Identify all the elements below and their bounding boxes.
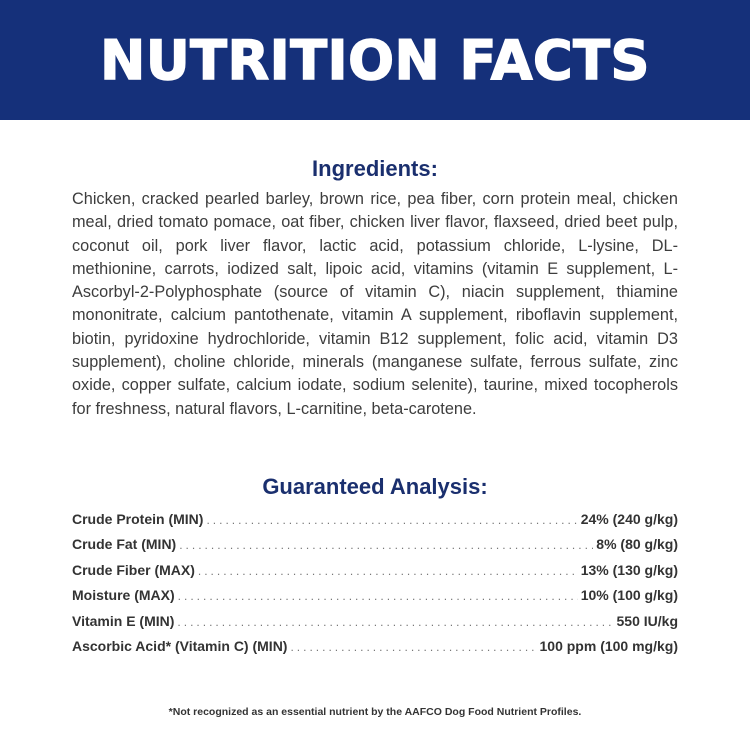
analysis-row (72, 587, 678, 612)
analysis-list (72, 511, 678, 663)
analysis-value: 8% (80 g/kg) (596, 536, 678, 553)
analysis-label: Crude Fiber (MAX) (72, 561, 195, 578)
footnote: *Not recognized as an essential nutrient by the AAFCO Dog Food Nutrient Profiles. (168, 706, 582, 718)
dot-leader (198, 564, 578, 578)
page-title: NUTRITION FACTS (100, 28, 650, 92)
dot-leader (206, 513, 577, 527)
analysis-value: 10% (100 g/kg) (580, 587, 678, 604)
analysis-value: 550 IU/kg (616, 612, 678, 629)
analysis-value: 13% (130 g/kg) (580, 561, 678, 578)
analysis-label: Moisture (MAX) (72, 587, 175, 604)
dot-leader (177, 615, 613, 629)
analysis-label: Ascorbic Acid* (Vitamin C) (MIN) (72, 637, 288, 654)
dot-leader (178, 589, 578, 603)
analysis-label: Vitamin E (MIN) (72, 612, 175, 629)
analysis-label: Crude Fat (MIN) (72, 536, 177, 553)
analysis-row (72, 638, 678, 663)
analysis-row (72, 536, 678, 561)
analysis-row (72, 562, 678, 587)
ingredients-text: Chicken, cracked pearled barley, brown rice, pea fiber, corn protein meal, chicken meal, dried tomato pomace, oat fiber, chicken liver flavor, flaxseed, dried beet pulp, coconut oil, pork liver flavor, lactic acid, potassium chloride, L-lysine, DL-methionine, carrots, iodized salt, lipoic acid, vitamins (vitamin E supplement, L-Ascorbyl-2-Polyphosphate (source of vitamin C), niacin supplement, thiamine mononitrate, calcium pantothenate, vitamin A supplement, riboflavin supplement, biotin, pyridoxine hydrochloride, vitamin B12 supplement, folic acid, vitamin D3 supplement), choline chloride, minerals (manganese sulfate, ferrous sulfate, zinc oxide, copper sulfate, calcium iodate, sodium selenite), taurine, mixed tocopherols for freshness, natural flavors, L-carnitine, beta-carotene. (72, 190, 678, 418)
dot-leader (179, 538, 593, 552)
guaranteed-analysis-heading: Guaranteed Analysis: (262, 474, 488, 499)
ingredients-heading: Ingredients: (312, 156, 438, 181)
analysis-row (72, 613, 678, 638)
analysis-value: 100 ppm (100 mg/kg) (539, 637, 678, 654)
analysis-value: 24% (240 g/kg) (580, 511, 678, 527)
header-banner (0, 0, 750, 120)
analysis-row (72, 511, 678, 536)
dot-leader (290, 640, 536, 654)
analysis-label: Crude Protein (MIN) (72, 511, 204, 527)
